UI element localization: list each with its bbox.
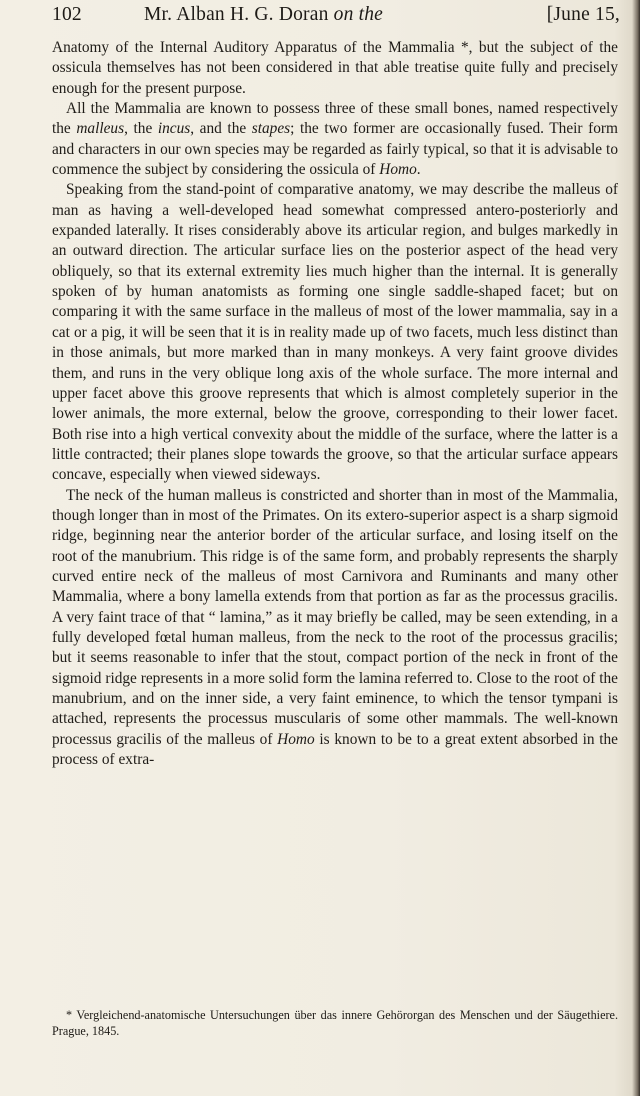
paragraph: All the Mammalia are known to possess three of these small bones, named respectively the malleus, the incus, and the stapes; the two former are occasionally fused. Their form and characters in our own species may be regarded as fairly typical, so that it is advisable to commence the subject by considering the ossicula of Homo. bbox=[52, 100, 618, 179]
running-head-italic: on the bbox=[333, 4, 384, 25]
footnote-text: * Vergleichend-anatomische Untersuchungen über das innere Gehörorgan des Menschen und der Säugethiere. Prague, 1845. bbox=[52, 1008, 618, 1038]
body-text bbox=[52, 38, 618, 770]
page-number: 102 bbox=[52, 4, 82, 25]
paragraph: The neck of the human malleus is constricted and shorter than in most of the Mammalia, though longer than in most of the Primates. On its extero-superior aspect is a sharp sigmoid ridge, beginning near the anterior border of the articular surface, and losing itself on the root of the manubrium. This ridge is of the same form, and probably represents the sharply curved entire neck of the malleus of most Carnivora and Ruminants and many other Mammalia, where a bony lamella extends from that portion as far as the processus gracilis. A very faint trace of that “ lamina,” as it may briefly be called, may be seen extending, in a fully developed fœtal human malleus, from the neck to the root of the processus gracilis; but it seems reasonable to infer that the stout, compact portion of the neck in front of the sigmoid ridge represents in a more solid form the lamina referred to. Close to the root of the manubrium, and on the inner side, a very faint eminence, to which the tensor tympani is attached, represents the processus muscularis of some other mammals. The well-known processus gracilis of the malleus of Homo is known to be to a great extent absorbed in the process of extra- bbox=[52, 486, 618, 769]
running-head bbox=[144, 4, 383, 26]
paragraph: Speaking from the stand-point of comparative anatomy, we may describe the malleus of man as having a well-developed head somewhat compressed antero-posteriorly and expanded laterally. It rises considerably above its articular region, and bulges markedly in an outward direction. The articular surface lies on the posterior aspect of the head very obliquely, so that its external extremity lies much higher than the internal. It is generally spoken of by human anatomists as forming one single saddle-shaped facet; but on comparing it with the same surface in the malleus of most of the lower mammalia, say in a cat or a pig, it will be seen that it is in reality made up of two facets, much less distinct than in those animals, but more marked than in many monkeys. A very faint groove divides them, and runs in the very oblique long axis of the whole surface. The more internal and upper facet above this groove represents that which is almost completely superior in the lower animals, the more external, below the groove, corresponding to their lower facet. Both rise into a high vertical convexity about the middle of the surface, where the latter is a little contracted; their planes slope towards the groove, so that the articular surface appears concave, especially when viewed sideways. bbox=[52, 181, 618, 484]
paragraph: Anatomy of the Internal Auditory Apparatus of the Mammalia *, but the subject of the ossicula themselves has not been considered in that able treatise quite fully and precisely enough for the present purpose. bbox=[52, 39, 618, 97]
header-date: [June 15, bbox=[546, 4, 620, 25]
page-edge-shadow bbox=[632, 0, 640, 1096]
page-header bbox=[52, 4, 620, 30]
running-head-author: Mr. Alban H. G. Doran bbox=[144, 4, 329, 25]
footnote bbox=[52, 1007, 618, 1039]
